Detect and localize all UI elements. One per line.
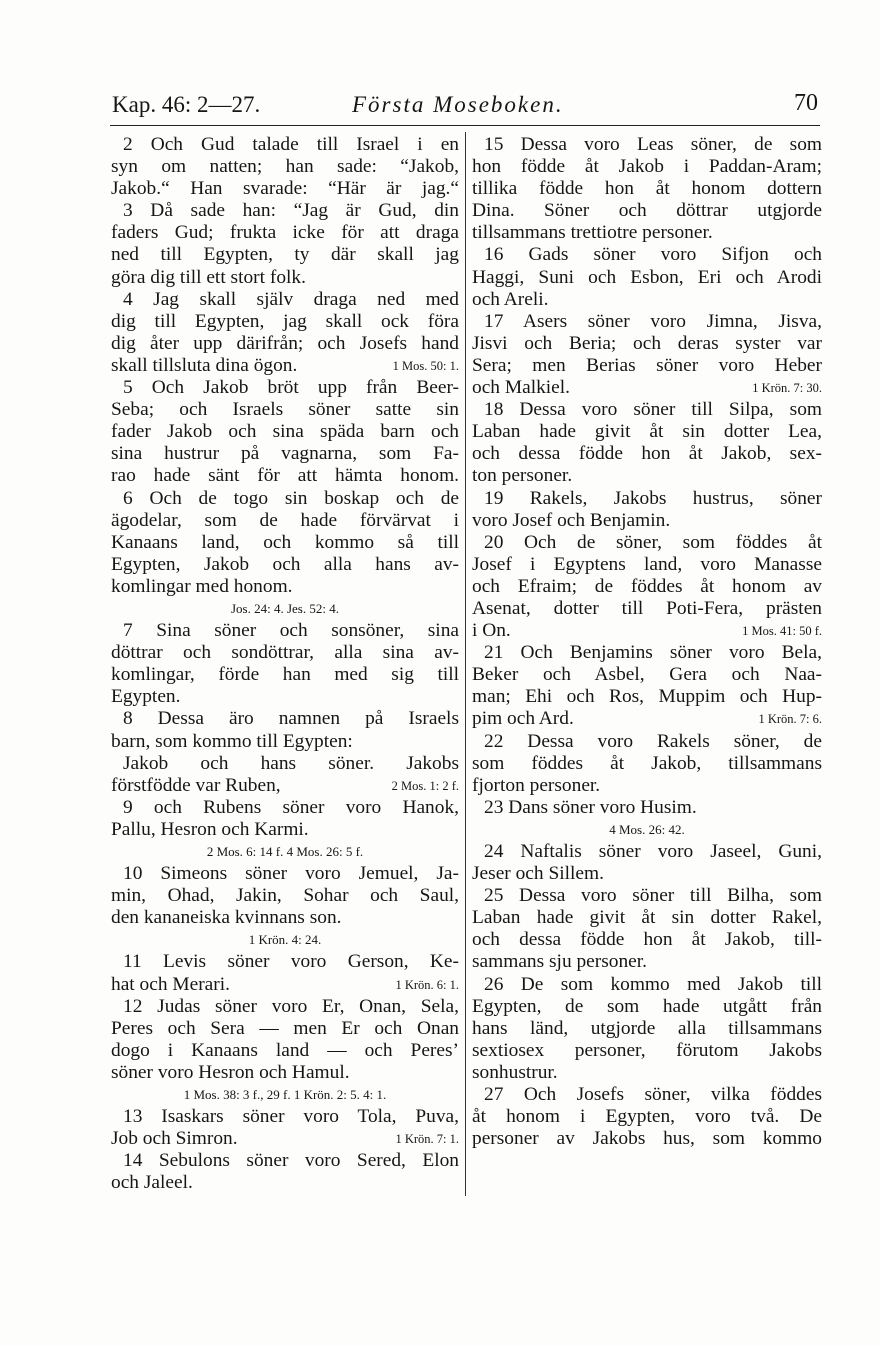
verse-line: Jakob.“ Han svarade: “Här är jag.“ bbox=[111, 178, 459, 200]
verse-line: 25 Dessa voro söner till Bilha, som bbox=[484, 885, 822, 907]
verse-line bbox=[111, 1128, 459, 1150]
scripture-reference: 1 Krön. 7: 30. bbox=[752, 381, 822, 396]
verse-line: 17 Asers söner voro Jimna, Jisva, bbox=[484, 310, 822, 332]
verse-line: 7 Sina söner och sonsöner, sina bbox=[123, 620, 459, 642]
verse-line: Haggi, Suni och Esbon, Eri och Arodi bbox=[472, 266, 822, 288]
verse-text: pim och Ard. bbox=[472, 708, 574, 730]
verse-line: Josef i Egyptens land, voro Manasse bbox=[472, 553, 822, 575]
verse-line: 5 Och Jakob bröt upp från Beer- bbox=[123, 377, 459, 399]
verse-line: ned till Egypten, ty där skall jag bbox=[111, 244, 459, 266]
scripture-reference: 1 Mos. 38: 3 f., 29 f. 1 Krön. 2: 5. 4: 1. bbox=[183, 1087, 387, 1103]
verse-line: dig till Egypten, jag skall ock föra bbox=[111, 310, 459, 332]
scripture-reference: 4 Mos. 26: 42. bbox=[609, 821, 685, 837]
verse-line: Jeser och Sillem. bbox=[472, 863, 604, 885]
verse-line: dig åter upp därifrån; och Josefs hand bbox=[111, 332, 459, 354]
verse-line: komlingar med honom. bbox=[111, 575, 293, 597]
verse-line: syn om natten; han sade: “Jakob, bbox=[111, 156, 459, 178]
verse-line bbox=[472, 708, 822, 730]
header-rule bbox=[110, 125, 820, 126]
verse-text: Job och Simron. bbox=[111, 1128, 238, 1150]
verse-line: ägodelar, som de hade förvärvat i bbox=[111, 509, 459, 531]
verse-line: 13 Isaskars söner voro Tola, Puva, bbox=[123, 1106, 459, 1128]
verse-line: Seba; och Israels söner satte sin bbox=[111, 399, 459, 421]
scripture-reference: 2 Mos. 6: 14 f. 4 Mos. 26: 5 f. bbox=[206, 844, 364, 859]
left-column bbox=[111, 134, 459, 1195]
verse-line: åt honom i Egypten, voro två. De bbox=[472, 1106, 822, 1128]
verse-line: dogo i Kanaans land — och Peres’ bbox=[111, 1039, 459, 1061]
verse-line: sonhustrur. bbox=[472, 1061, 558, 1083]
running-header bbox=[112, 86, 818, 120]
verse-line: Asenat, dotter till Poti-Fera, prästen bbox=[472, 597, 822, 619]
verse-line: fader Jakob och sina späda barn och bbox=[111, 421, 459, 443]
verse-line: sextiosex personer, förutom Jakobs bbox=[472, 1039, 822, 1061]
verse-line: 20 Och de söner, som föddes åt bbox=[484, 531, 822, 553]
verse-line: 16 Gads söner voro Sifjon och bbox=[484, 244, 822, 266]
right-column bbox=[472, 134, 822, 1150]
scripture-reference: 1 Krön. 7: 1. bbox=[395, 1132, 459, 1147]
verse-line: voro Josef och Benjamin. bbox=[472, 509, 671, 531]
verse-line: och Jaleel. bbox=[111, 1172, 193, 1194]
verse-line: Egypten. bbox=[111, 686, 181, 708]
verse-line: sina hustrur på vagnarna, som Fa- bbox=[111, 443, 459, 465]
page-number: 70 bbox=[794, 90, 818, 116]
verse-line: fjorton personer. bbox=[472, 774, 601, 796]
verse-line: 24 Naftalis söner voro Jaseel, Guni, bbox=[484, 841, 822, 862]
verse-line bbox=[111, 775, 459, 797]
verse-line: Jakob och hans söner. Jakobs bbox=[123, 752, 459, 774]
verse-line: Dina. Söner och döttrar utgjorde bbox=[472, 200, 822, 222]
verse-line: 27 Och Josefs söner, vilka föddes bbox=[484, 1084, 822, 1106]
verse-line: söner voro Hesron och Hamul. bbox=[111, 1061, 350, 1083]
verse-line: rao hade sänt för att hämta honom. bbox=[111, 465, 459, 487]
chapter-reference: Kap. 46: 2—27. bbox=[112, 92, 261, 117]
verse-line: Jisvi och Beria; och deras syster var bbox=[472, 332, 822, 354]
verse-line: Laban hade givit åt sin dotter Rakel, bbox=[472, 907, 822, 929]
verse-line bbox=[111, 355, 459, 377]
book-title: Första Moseboken. bbox=[352, 92, 564, 117]
verse-line: 19 Rakels, Jakobs hustrus, söner bbox=[484, 487, 822, 509]
verse-line: Peres och Sera — men Er och Onan bbox=[111, 1017, 459, 1039]
verse-text: hat och Merari. bbox=[111, 973, 230, 995]
verse-line: och dessa födde hon åt Jakob, till- bbox=[472, 929, 822, 951]
verse-line: man; Ehi och Ros, Muppim och Hup- bbox=[472, 686, 822, 708]
verse-line: göra dig till ett stort folk. bbox=[111, 266, 306, 288]
verse-line: 14 Sebulons söner voro Sered, Elon bbox=[123, 1150, 459, 1172]
scripture-reference: 1 Krön. 7: 6. bbox=[758, 712, 822, 727]
verse-line: 10 Simeons söner voro Jemuel, Ja- bbox=[123, 863, 459, 885]
verse-text: förstfödde var Ruben, bbox=[111, 774, 281, 796]
verse-line: Laban hade givit åt sin dotter Lea, bbox=[472, 421, 822, 443]
verse-line: personer av Jakobs hus, som kommo bbox=[472, 1128, 822, 1150]
verse-line: Sera; men Berias söner voro Heber bbox=[472, 354, 822, 376]
verse-line: och Areli. bbox=[472, 288, 549, 310]
verse-line: 22 Dessa voro Rakels söner, de bbox=[484, 730, 822, 752]
scripture-reference: 1 Mos. 41: 50 f. bbox=[742, 624, 822, 639]
scripture-reference: 1 Krön. 6: 1. bbox=[395, 977, 459, 992]
verse-line: Beker och Asbel, Gera och Naa- bbox=[472, 664, 822, 686]
verse-line bbox=[472, 377, 822, 399]
scripture-reference: 2 Mos. 1: 2 f. bbox=[391, 778, 459, 793]
verse-line: 23 Dans söner voro Husim. bbox=[484, 796, 697, 818]
verse-line: 2 Och Gud talade till Israel i en bbox=[123, 134, 459, 155]
verse-line: 4 Jag skall själv draga ned med bbox=[123, 288, 459, 310]
scripture-reference: 1 Krön. 4: 24. bbox=[248, 932, 322, 948]
verse-line: den kananeiska kvinnans son. bbox=[111, 907, 342, 929]
verse-line: 6 Och de togo sin boskap och de bbox=[123, 487, 459, 509]
verse-line: barn, som kommo till Egypten: bbox=[111, 730, 353, 752]
verse-line bbox=[111, 974, 459, 996]
verse-line: 12 Judas söner voro Er, Onan, Sela, bbox=[123, 995, 459, 1017]
verse-line: tillsammans trettiotre personer. bbox=[472, 222, 713, 244]
verse-line: och dessa födde hon åt Jakob, sex- bbox=[472, 443, 822, 465]
verse-line: min, Ohad, Jakin, Sohar och Saul, bbox=[111, 885, 459, 907]
verse-line: döttrar och sondöttrar, alla sina av- bbox=[111, 642, 459, 664]
verse-line bbox=[472, 620, 822, 642]
verse-line: 3 Då sade han: “Jag är Gud, din bbox=[123, 200, 459, 222]
verse-text: i On. bbox=[472, 620, 511, 642]
verse-line: hans länd, utgjorde alla tillsammans bbox=[472, 1017, 822, 1039]
verse-text: skall tillsluta dina ögon. bbox=[111, 354, 298, 376]
scripture-reference: 1 Mos. 50: 1. bbox=[392, 358, 459, 373]
verse-line: 11 Levis söner voro Gerson, Ke- bbox=[123, 951, 459, 973]
verse-line: 26 De som kommo med Jakob till bbox=[484, 973, 822, 995]
verse-line: komlingar, förde han med sig till bbox=[111, 664, 459, 686]
verse-text: och Malkiel. bbox=[472, 377, 571, 399]
verse-line: faders Gud; frukta icke för att draga bbox=[111, 222, 459, 244]
verse-line: 21 Och Benjamins söner voro Bela, bbox=[484, 642, 822, 664]
verse-line: Egypten, Jakob och alla hans av- bbox=[111, 553, 459, 575]
verse-line: Egypten, de som hade utgått från bbox=[472, 995, 822, 1017]
column-divider bbox=[465, 132, 466, 1196]
scripture-reference: Jos. 24: 4. Jes. 52: 4. bbox=[231, 600, 339, 616]
verse-line: ton personer. bbox=[472, 465, 573, 487]
verse-line: och Efraim; de föddes åt honom av bbox=[472, 575, 822, 597]
verse-line: 8 Dessa äro namnen på Israels bbox=[123, 708, 459, 730]
verse-line: 18 Dessa voro söner till Silpa, som bbox=[484, 399, 822, 421]
verse-line: 15 Dessa voro Leas söner, de som bbox=[484, 134, 822, 155]
verse-line: Pallu, Hesron och Karmi. bbox=[111, 818, 309, 840]
verse-line: 9 och Rubens söner voro Hanok, bbox=[123, 796, 459, 818]
verse-line: tillika födde hon åt honom dottern bbox=[472, 178, 822, 200]
verse-line: hon födde åt Jakob i Paddan-Aram; bbox=[472, 156, 822, 178]
verse-line: sammans sju personer. bbox=[472, 951, 648, 973]
verse-line: som föddes åt Jakob, tillsammans bbox=[472, 752, 822, 774]
verse-line: Kanaans land, och kommo så till bbox=[111, 531, 459, 553]
